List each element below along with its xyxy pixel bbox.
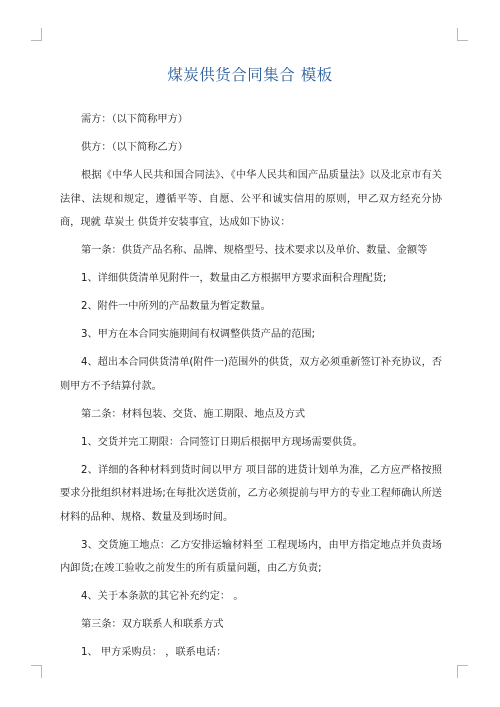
article-2-heading: 第二条：材料包装、交货、施工期限、地点及方式	[81, 408, 306, 420]
article-1-item-3: 3、甲方在本合同实施期间有权调整供货产品的范围;	[81, 329, 316, 340]
article-2-item-4: 4、关于本条款的其它补充约定： 。	[81, 591, 244, 602]
document-title: 煤炭供货合同集合 模板	[167, 66, 333, 84]
article-1-item-2: 2、附件一中所列的产品数量为暂定数量。	[81, 301, 271, 312]
article-1-item-1: 1、详细供货清单见附件一，数量由乙方根据甲方要求面积合理配货;	[81, 273, 387, 284]
paragraph-buyer: 需方：（以下简称甲方）	[81, 114, 188, 125]
document-body	[60, 108, 442, 665]
crop-mark-bottom-right	[457, 665, 468, 678]
article-1-item-4: 4、超出本合同供货清单(附件一)范围外的供货，双方必须重新签订补充协议，否则甲方不予结算付款。	[60, 357, 442, 392]
article-2-item-2: 2、详细的各种材料到货时间以甲方 项目部的进货计划单为准，乙方应严格按照要求分批组织材料进场;在每批次送货前，乙方必须提前与甲方的专业工程师确认所送材料的品种、规格、数量及到场时间。	[60, 464, 442, 523]
article-3-item-1: 1、 甲方采购员： ，联系电话：	[81, 647, 227, 658]
paragraph-preamble: 根据《中华人民共和国合同法》、《中华人民共和国产品质量法》以及北京市有关法律、法规和规定，遵循平等、自愿、公平和诚实信用的原则，甲乙双方经充分协商，现就 草炭土 供货并安装事宜，达成如下协议：	[60, 170, 442, 228]
crop-mark-bottom-left	[31, 665, 42, 678]
article-2-item-3: 3、交货施工地点：乙方安排运输材料至 工程现场内，由甲方指定地点并负责场内卸货;在竣工验收之前发生的所有质量问题，由乙方负责;	[60, 539, 442, 574]
article-3-heading: 第三条：双方联系人和联系方式	[81, 619, 224, 630]
crop-mark-top-right	[457, 28, 468, 41]
article-1-heading: 第一条：供货产品名称、品牌、规格型号、技术要求以及单价、数量、金额等	[81, 245, 428, 256]
paragraph-supplier: 供方：（以下简称乙方）	[81, 142, 188, 153]
article-2-item-1: 1、交货并完工期限：合同签订日期后根据甲方现场需要供货。	[81, 436, 363, 448]
crop-mark-top-left	[31, 28, 42, 41]
